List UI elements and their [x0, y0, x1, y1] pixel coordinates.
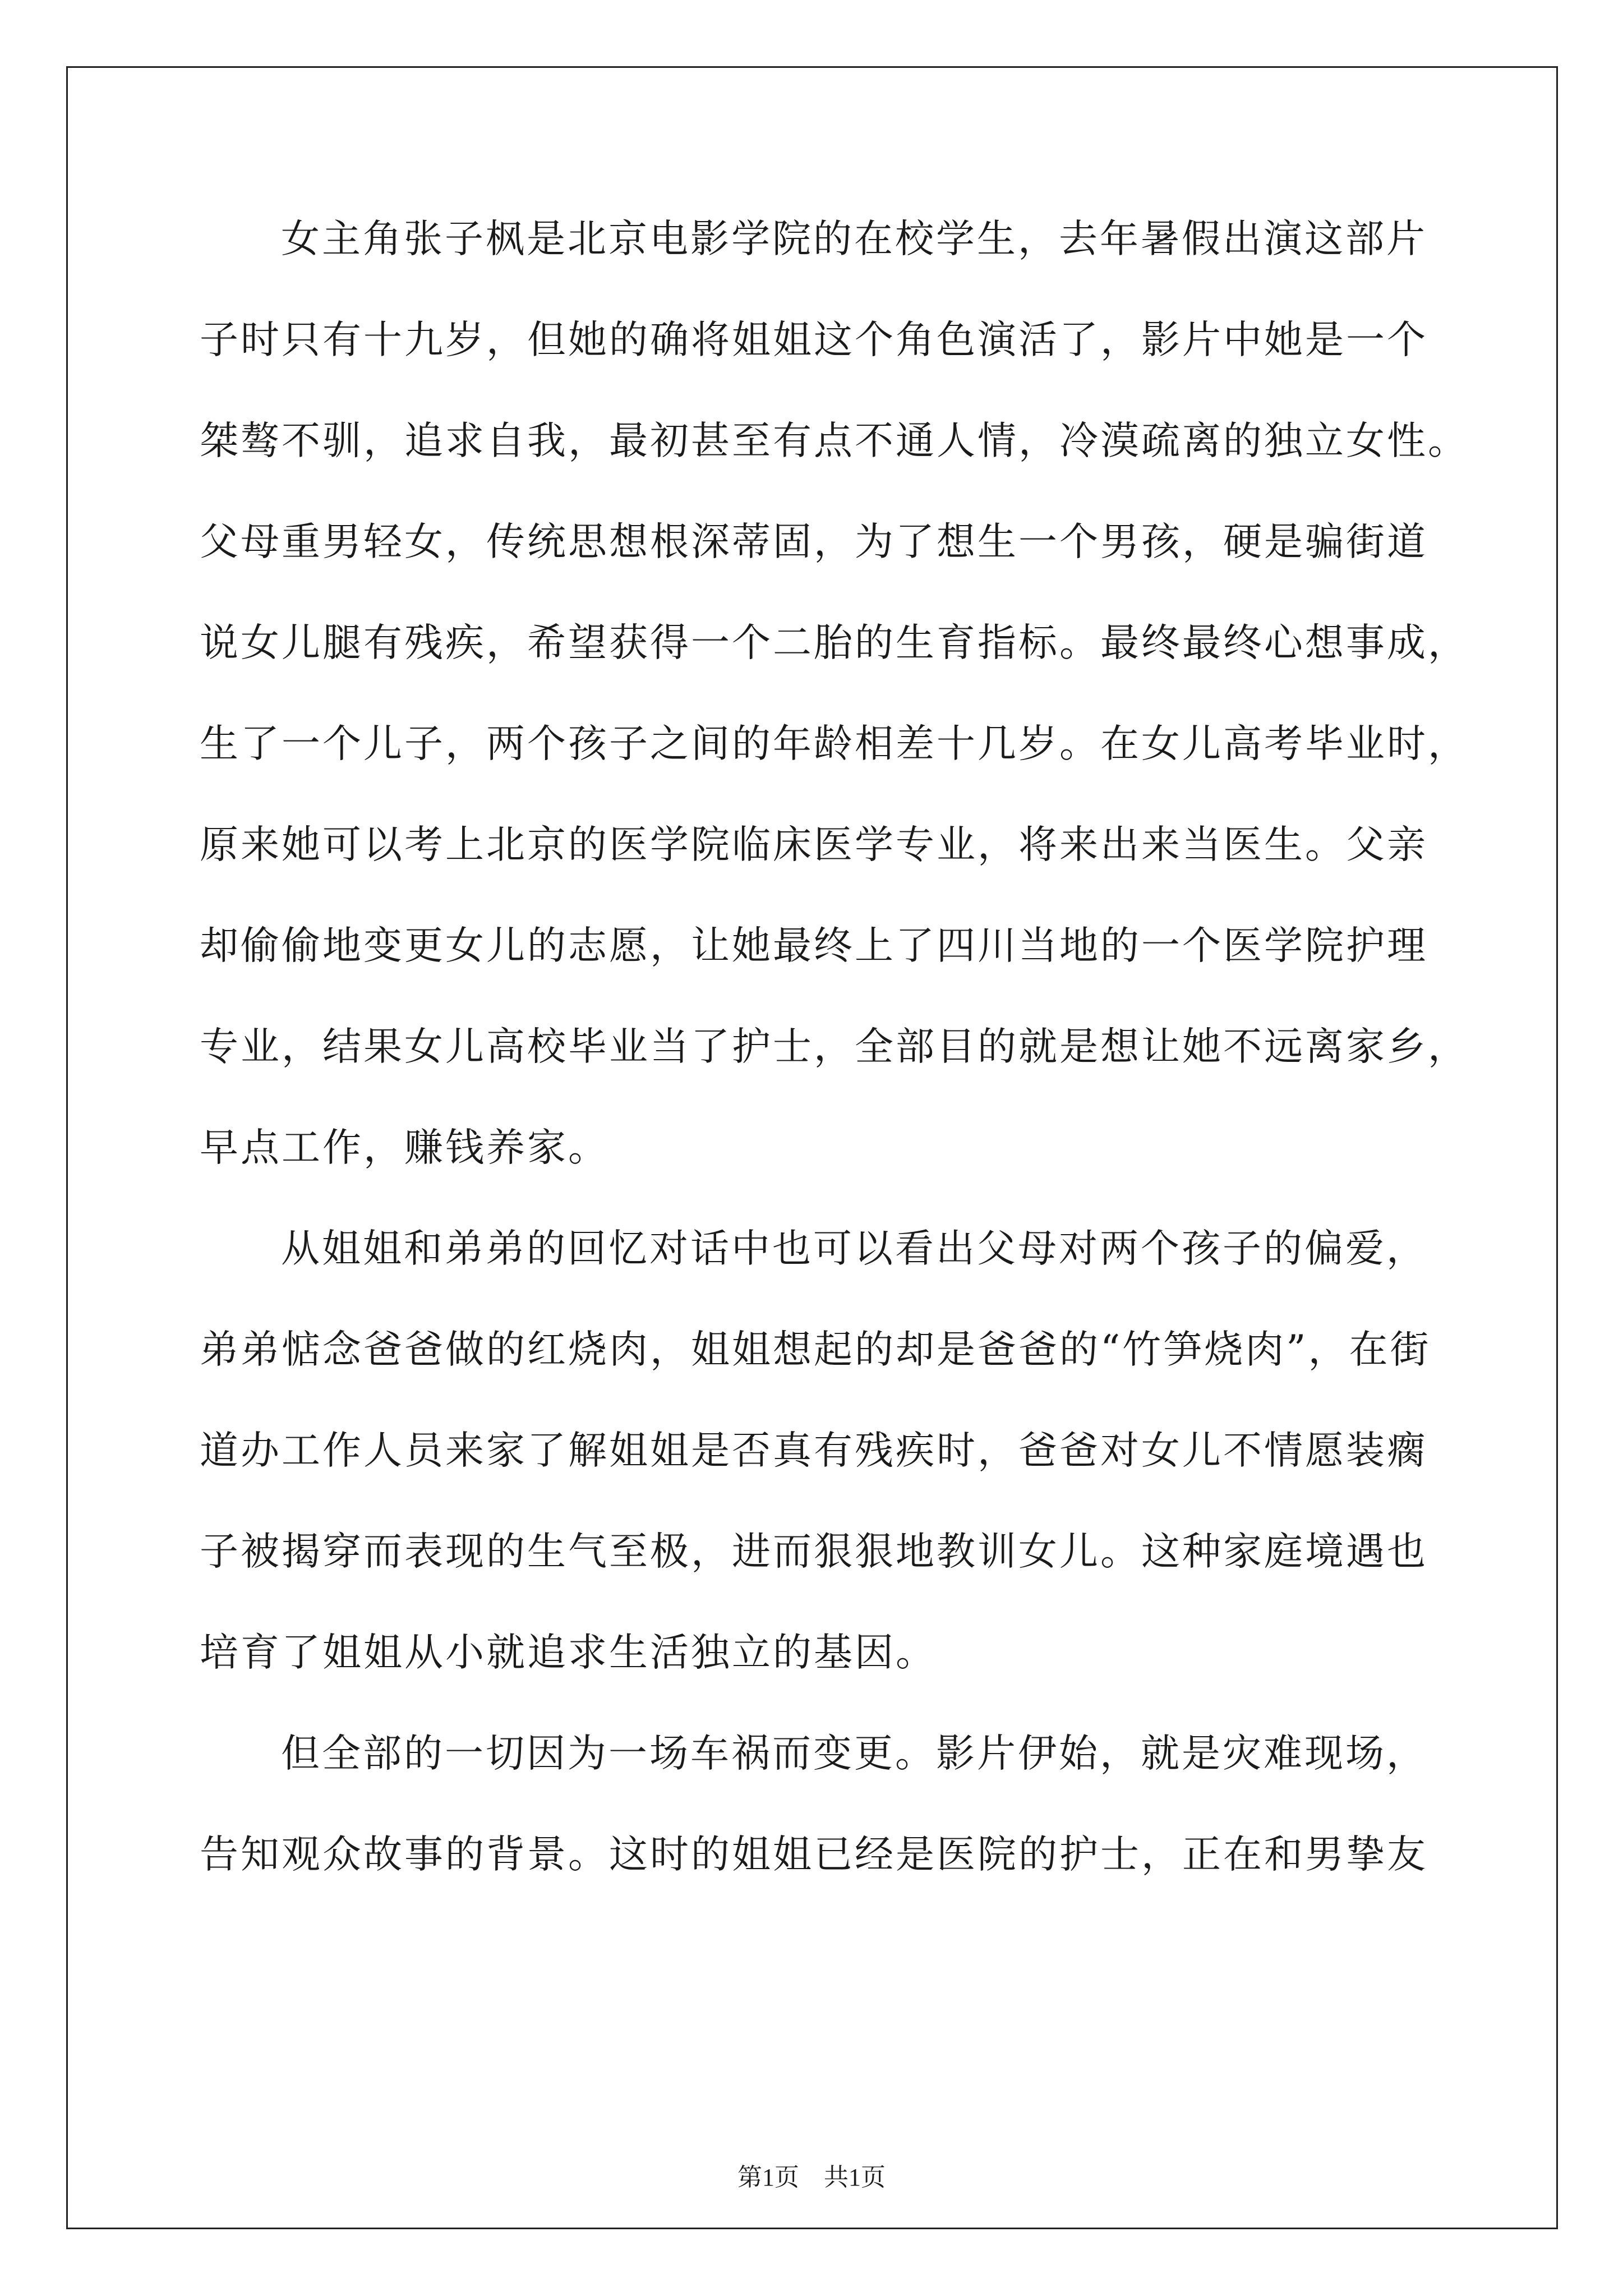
paragraph-2-line-4: 子被揭穿而表现的生气至极，进而狠狠地教训女儿。这种家庭境遇也: [200, 1529, 1428, 1574]
paragraph-1-line-10: 早点工作，赚钱养家。: [200, 1125, 609, 1170]
paragraph-1-line-5: 说女儿腿有残疾，希望获得一个二胎的生育指标。最终最终心想事成，: [200, 620, 1469, 665]
paragraph-1-line-3: 桀骜不驯，追求自我，最初甚至有点不通人情，冷漠疏离的独立女性。: [200, 418, 1469, 463]
paragraph-1-line-6: 生了一个儿子，两个孩子之间的年龄相差十几岁。在女儿高考毕业时，: [200, 721, 1469, 766]
paragraph-1-line-8: 却偷偷地变更女儿的志愿，让她最终上了四川当地的一个医学院护理: [200, 923, 1428, 968]
paragraph-1-line-7: 原来她可以考上北京的医学院临床医学专业，将来出来当医生。父亲: [200, 822, 1428, 867]
paragraph-1-line-2: 子时只有十九岁，但她的确将姐姐这个角色演活了，影片中她是一个: [200, 318, 1428, 362]
paragraph-2-line-3: 道办工作人员来家了解姐姐是否真有残疾时，爸爸对女儿不情愿装瘸: [200, 1428, 1428, 1473]
paragraph-2-line-1: 从姐姐和弟弟的回忆对话中也可以看出父母对两个孩子的偏爱，: [281, 1226, 1427, 1271]
paragraph-3-line-1: 但全部的一切因为一场车祸而变更。影片伊始，就是灾难现场，: [281, 1731, 1427, 1776]
paragraph-1-line-9: 专业，结果女儿高校毕业当了护士，全部目的就是想让她不远离家乡，: [200, 1024, 1469, 1069]
total-pages-label: 共1页: [824, 2164, 886, 2191]
paragraph-1-line-1: 女主角张子枫是北京电影学院的在校学生，去年暑假出演这部片: [281, 217, 1427, 261]
paragraph-2-line-5: 培育了姐姐从小就追求生活独立的基因。: [200, 1630, 937, 1675]
page-number-label: 第1页: [737, 2164, 799, 2191]
document-body: [200, 208, 1469, 1924]
paragraph-1-line-4: 父母重男轻女，传统思想根深蒂固，为了想生一个男孩，硬是骗街道: [200, 519, 1428, 564]
paragraph-2-line-2: 弟弟惦念爸爸做的红烧肉，姐姐想起的却是爸爸的“竹笋烧肉”，在街: [200, 1327, 1431, 1372]
paragraph-3-line-2: 告知观众故事的背景。这时的姐姐已经是医院的护士，正在和男挚友: [200, 1832, 1428, 1877]
page-footer: [0, 2157, 1623, 2193]
